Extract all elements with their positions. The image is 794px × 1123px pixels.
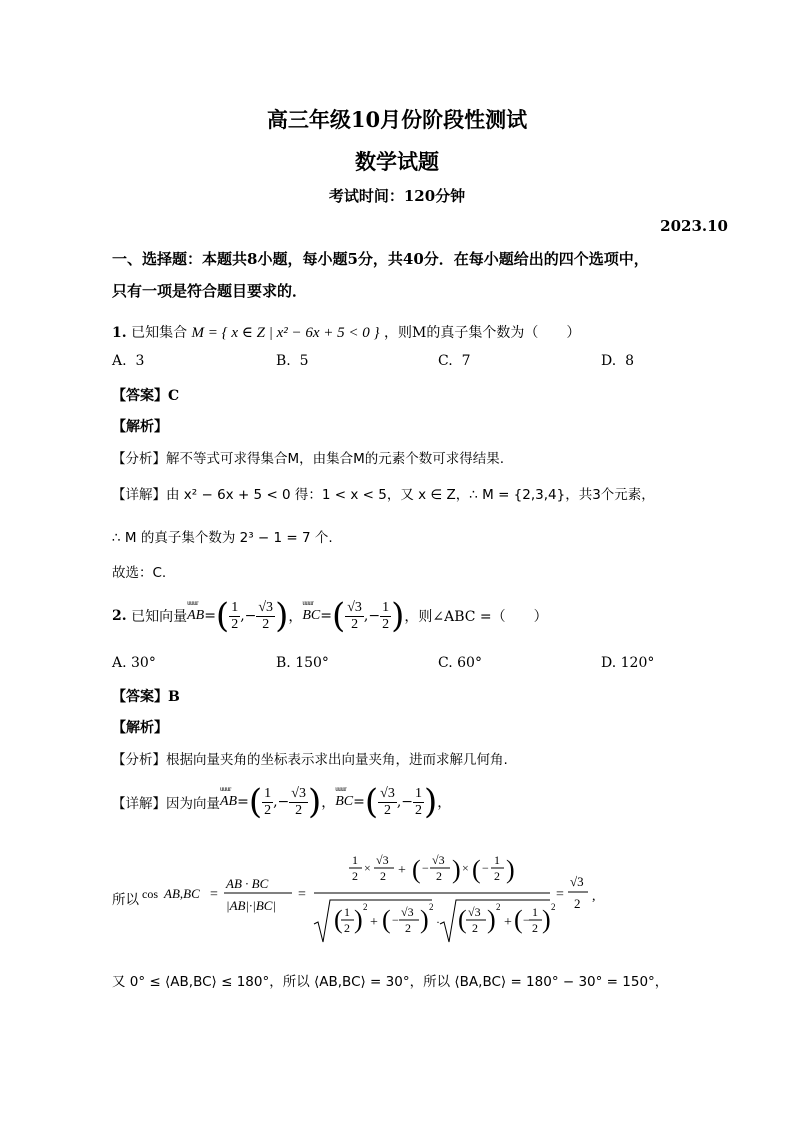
q2-option-c: C. 60° (438, 655, 482, 671)
q2-option-b: B. 150° (276, 655, 329, 671)
q1-option-c: C. 7 (438, 353, 471, 369)
svg-text:AB · BC: AB · BC (226, 876, 269, 891)
q1-suffix: ，则M的真子集个数为（ ） (384, 325, 581, 341)
q2-answer: 【答案】B (112, 689, 180, 705)
svg-text:2: 2 (551, 902, 556, 912)
q1-answer: 【答案】C (112, 388, 180, 404)
svg-text:2: 2 (494, 869, 500, 883)
svg-text:): ) (487, 905, 496, 934)
svg-text:+: + (398, 863, 406, 878)
svg-text:|AB|·|BC|: |AB|·|BC| (226, 898, 277, 913)
svg-text:1: 1 (352, 853, 358, 867)
q1-detail2: ∴ M 的真子集个数为 2³ − 1 = 7 个. (112, 530, 333, 546)
q1-analysis-label: 【解析】 (112, 419, 168, 435)
subject-title: 数学试题 (355, 149, 439, 174)
q2-option-a: A. 30° (112, 655, 156, 671)
svg-text:2: 2 (472, 921, 478, 935)
svg-text:=: = (298, 887, 306, 902)
svg-text:2: 2 (344, 921, 350, 935)
vector-bc: uuur BC (302, 608, 320, 624)
svg-text:): ) (506, 855, 515, 884)
q1-option-d: D. 8 (601, 353, 635, 369)
section-heading-line1: 一、选择题：本题共8小题，每小题5分，共40分．在每小题给出的四个选项中， (112, 250, 649, 268)
svg-text:2: 2 (363, 902, 368, 912)
svg-text:2: 2 (405, 921, 411, 935)
svg-text:=: = (210, 887, 218, 902)
q1-number: 1. (112, 325, 127, 341)
svg-text:√3: √3 (376, 853, 389, 867)
svg-text:+: + (370, 915, 378, 930)
q2-number: 2. (112, 608, 127, 624)
svg-text:−: − (422, 861, 429, 875)
svg-text:(: ( (472, 855, 481, 884)
vector-ab: uuur AB (187, 608, 204, 624)
svg-text:−: − (523, 913, 530, 927)
svg-text:2: 2 (532, 921, 538, 935)
svg-text:1: 1 (532, 905, 538, 919)
svg-text:(: ( (382, 905, 391, 934)
q2-so-prefix: 所以 (112, 892, 139, 908)
svg-text:×: × (462, 861, 469, 875)
q1-fenxi: 【分析】解不等式可求得集合M，由集合M的元素个数可求得结果. (112, 451, 505, 467)
svg-text:−: − (392, 913, 399, 927)
svg-text:−: − (482, 861, 489, 875)
cosine-formula (142, 842, 612, 952)
svg-text:2: 2 (429, 902, 434, 912)
exam-date: 2023.10 (660, 217, 728, 235)
svg-text:2: 2 (496, 902, 501, 912)
svg-text:cos: cos (142, 887, 158, 901)
q1-option-b: B. 5 (276, 353, 309, 369)
svg-text:√3: √3 (401, 905, 414, 919)
svg-text:2: 2 (436, 869, 442, 883)
svg-text:(: ( (412, 855, 421, 884)
svg-text:√3: √3 (432, 853, 445, 867)
svg-text:√3: √3 (570, 874, 584, 889)
svg-text:√3: √3 (468, 905, 481, 919)
q2-analysis-label: 【解析】 (112, 720, 168, 736)
svg-text:2: 2 (380, 869, 386, 883)
svg-text:(: ( (334, 905, 343, 934)
frac-sqrt3-over-2: $\frac{√3}{2}$ (258, 600, 274, 632)
q2-stem: 2. 已知向量 uuur AB = ( $\frac{1}{2}$ ,− $\frac{√3}{2}$ ) ， uuur BC = ( $\frac{√3}{2}$ ,− $\frac{1}{2}$ ) ，则∠ABC =（ ） (112, 592, 548, 640)
q1-stem (112, 322, 580, 342)
section-heading-line2: 只有一项是符合题目要求的． (112, 282, 308, 300)
q2-option-d: D. 120° (601, 655, 655, 671)
q2-detail: 【详解】因为向量 uuur AB = ( $\frac{1}{2}$ ,− $\frac{√3}{2}$ ) ， uuur BC = ( $\frac{√3}{2}$ ,− $\frac{1}{2}$ ) ， (112, 778, 451, 826)
svg-text:1: 1 (494, 853, 500, 867)
svg-text:(: ( (514, 905, 523, 934)
q2-suffix: ，则∠ABC =（ ） (404, 609, 548, 625)
svg-text:2: 2 (574, 896, 581, 911)
svg-text:AB,BC: AB,BC (164, 886, 200, 901)
q2-detail-prefix: 【详解】因为向量 (112, 796, 220, 812)
q2-last-line: 又 0° ≤ ⟨AB,BC⟩ ≤ 180°，所以 ⟨AB,BC⟩ = 30°，所以 ⟨BA,BC⟩ = 180° − 30° = 150°， (112, 974, 669, 990)
svg-text:1: 1 (344, 905, 350, 919)
q1-detail: 【详解】由 x² − 6x + 5 < 0 得：1 < x < 5，又 x ∈ Z，∴ M = {2,3,4}，共3个元素， (112, 487, 655, 503)
svg-text:): ) (542, 905, 551, 934)
svg-text:·: · (436, 915, 440, 929)
svg-text:): ) (452, 855, 461, 884)
svg-text:(: ( (458, 905, 467, 934)
q1-choose: 故选：C. (112, 565, 167, 581)
frac-half: $\frac{1}{2}$ (231, 600, 239, 632)
svg-text:,: , (592, 889, 596, 904)
svg-text:): ) (354, 905, 363, 934)
svg-text:+: + (504, 915, 512, 930)
q2-prefix: 已知向量 (131, 609, 188, 625)
q1-prefix: 已知集合 (131, 325, 188, 341)
q1-set-expression: M = { x ∈ Z | x² − 6x + 5 < 0 } (191, 325, 380, 341)
exam-time: 考试时间：120分钟 (328, 187, 466, 205)
exam-title: 高三年级10月份阶段性测试 (266, 107, 528, 132)
q2-fenxi: 【分析】根据向量夹角的坐标表示求出向量夹角，进而求解几何角. (112, 752, 508, 768)
svg-text:): ) (420, 905, 429, 934)
svg-text:2: 2 (352, 869, 358, 883)
q1-option-a: A. 3 (112, 353, 145, 369)
svg-text:×: × (364, 861, 371, 875)
svg-text:=: = (556, 887, 564, 902)
